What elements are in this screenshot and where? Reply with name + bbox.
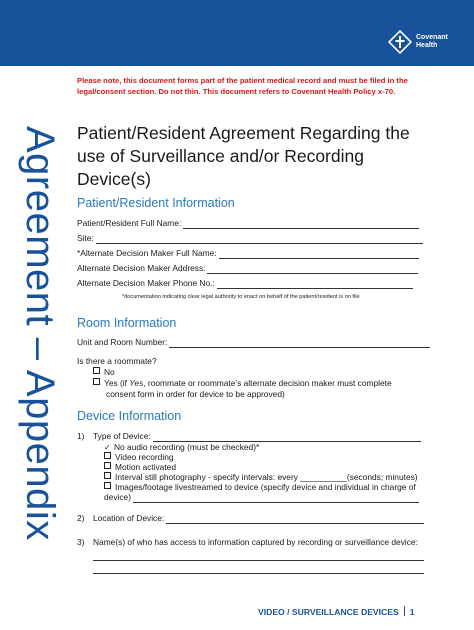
device-location-label: Location of Device: <box>93 513 165 523</box>
documentation-note: *documentation indicating clear legal authority to enact on behalf of the patient/resident is on file <box>122 294 360 300</box>
access-names-label: Name(s) of who has access to information captured by recording or surveillance device: <box>93 537 418 547</box>
notice-text: Please note, this document forms part of the patient medical record and must be filed in the legal/consent section. Do not thin. This document refers to Covenant Health Policy x-70. <box>77 76 408 96</box>
patient-name-field[interactable] <box>77 218 419 229</box>
option-livestream-label: Images/footage livestreamed to device (specify device and individual in charge of <box>115 482 416 492</box>
option-video-recording-label: Video recording <box>115 452 174 462</box>
yes-text-italic: Yes <box>129 378 144 388</box>
unit-room-input-line[interactable] <box>169 339 430 348</box>
document-title: Patient/Resident Agreement Regarding the use of Surveillance and/or Recording Device(s) <box>77 123 410 189</box>
adm-address-input-line[interactable] <box>207 265 418 274</box>
covenant-health-logo <box>388 30 448 56</box>
access-names-input-line-2[interactable] <box>93 573 424 574</box>
roommate-no-option[interactable] <box>93 367 115 378</box>
roommate-yes-checkbox[interactable] <box>93 378 100 385</box>
page-number: 1 <box>409 607 415 617</box>
unit-room-field[interactable] <box>77 337 430 348</box>
option-livestream-line2: device) <box>104 492 131 502</box>
adm-phone-input-line[interactable] <box>217 280 413 289</box>
access-names-input-line-1[interactable] <box>93 560 424 561</box>
device-type-field[interactable] <box>93 431 421 442</box>
yes-text-line2: consent form in order for device to be approved) <box>106 389 285 399</box>
interval-photography-checkbox[interactable] <box>104 472 111 479</box>
yes-text-suffix: , roommate or roommate’s alternate decision maker must complete <box>143 378 392 388</box>
video-recording-checkbox[interactable] <box>104 452 111 459</box>
livestream-device-input-line[interactable] <box>133 494 419 503</box>
q1-number: 1) <box>77 431 85 441</box>
logo-text-line1: Covenant <box>416 34 448 41</box>
motion-activated-checkbox[interactable] <box>104 462 111 469</box>
adm-address-label: Alternate Decision Maker Address: <box>77 263 206 273</box>
site-input-line[interactable] <box>96 235 423 244</box>
yes-text-prefix: Yes (if <box>104 378 130 388</box>
roommate-no-label: No <box>104 367 115 377</box>
site-label: Site: <box>77 233 94 243</box>
option-motion-activated-label: Motion activated <box>115 462 176 472</box>
room-section-heading: Room Information <box>77 316 177 330</box>
device-location-field[interactable] <box>93 513 424 524</box>
roommate-no-checkbox[interactable] <box>93 367 100 374</box>
vertical-side-title <box>4 126 62 546</box>
header-bar <box>0 0 474 66</box>
unit-room-label: Unit and Room Number: <box>77 337 168 347</box>
option-no-audio-label: No audio recording (must be checked)* <box>114 442 260 452</box>
adm-phone-label: Alternate Decision Maker Phone No.: <box>77 278 215 288</box>
patient-name-label: Patient/Resident Full Name: <box>77 218 182 228</box>
q2-number: 2) <box>77 513 85 523</box>
footer-label: VIDEO / SURVEILLANCE DEVICES <box>258 607 399 617</box>
patient-section-heading: Patient/Resident Information <box>77 196 235 210</box>
footer-separator <box>404 606 405 616</box>
footer <box>258 606 415 617</box>
site-field[interactable] <box>77 233 423 244</box>
adm-name-field[interactable] <box>77 248 419 259</box>
device-section-heading: Device Information <box>77 409 182 423</box>
device-type-input-line[interactable] <box>153 433 421 442</box>
adm-phone-field[interactable] <box>77 278 413 289</box>
device-type-label: Type of Device: <box>93 431 151 441</box>
roommate-question: Is there a roommate? <box>77 356 157 366</box>
adm-name-input-line[interactable] <box>219 250 419 259</box>
side-title-text: Agreement – Appendix <box>18 126 62 541</box>
livestream-checkbox[interactable] <box>104 482 111 489</box>
option-interval-photography-label: Interval still photography - specify intervals: every __________(seconds; minutes) <box>115 472 418 482</box>
logo-text-line2: Health <box>416 42 438 49</box>
adm-name-label: *Alternate Decision Maker Full Name: <box>77 248 217 258</box>
q3-number: 3) <box>77 537 85 547</box>
roommate-yes-option[interactable] <box>93 378 392 389</box>
patient-name-input-line[interactable] <box>183 220 419 229</box>
adm-address-field[interactable] <box>77 263 418 274</box>
covenant-cross-logo-icon <box>388 30 412 54</box>
livestream-device-field[interactable] <box>104 492 419 503</box>
checkmark-icon[interactable]: ✓ <box>104 443 111 452</box>
device-location-input-line[interactable] <box>166 515 424 524</box>
